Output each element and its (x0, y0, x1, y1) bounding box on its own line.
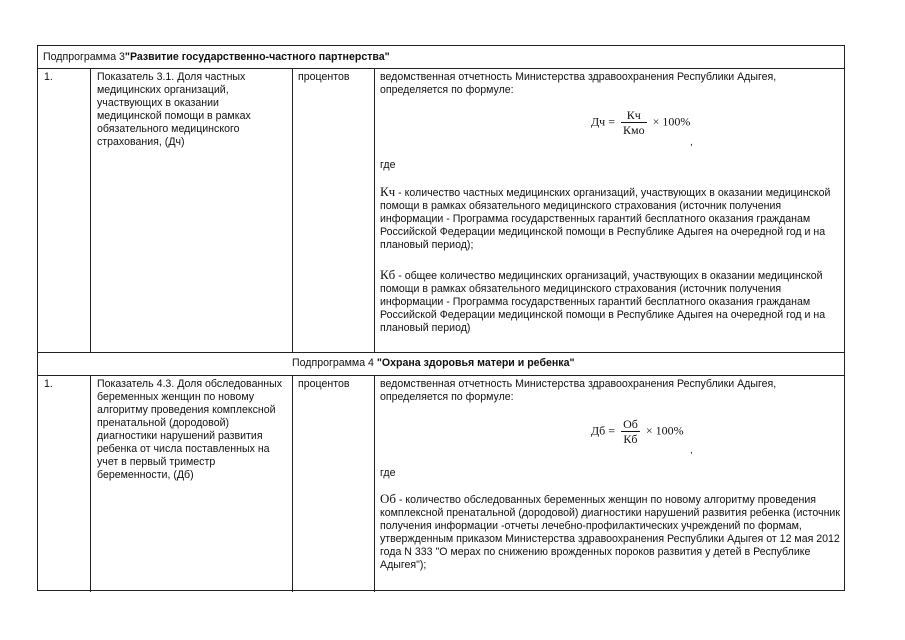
column-divider (90, 68, 91, 352)
definition (380, 492, 842, 572)
formula: Дч = $\frac{Кч}{\text{Кмо}}$ × 100% (591, 108, 691, 137)
formula-numerator: Об (623, 417, 638, 431)
definition-text: - общее количество медицинских организаций, участвующих в оказании медицинской помощи в рамках обязательного медицинского страхования (источник получения информации - Программа государственных гарантий бесплатного оказания гражданам Российской Федерации медицинской помощи в Республике Адыгея на очередной год и на плановый период) (380, 270, 826, 334)
formula-denominator: Кмо (623, 123, 645, 137)
row-divider (38, 375, 844, 376)
row-divider (38, 68, 844, 69)
definition-symbol: Об (380, 491, 397, 506)
formula-fraction (621, 417, 640, 446)
section-title: "Охрана здоровья матери и ребенка" (376, 357, 575, 369)
definition-symbol: Кб (380, 267, 396, 282)
formula-fraction (621, 108, 647, 137)
definition (380, 268, 842, 335)
section-prefix: Подпрограмма 3 (43, 51, 125, 63)
section-header-3 (43, 51, 390, 64)
column-divider (292, 375, 293, 592)
column-divider (90, 375, 91, 592)
comma: , (690, 445, 693, 456)
section-header-4 (292, 357, 575, 370)
formula-lhs: Дб (591, 423, 606, 438)
comma: , (690, 137, 693, 148)
formula-denominator: Кб (623, 432, 638, 446)
row-number: 1. (44, 378, 53, 390)
method-intro: ведомственная отчетность Министерства здравоохранения Республики Адыгея, определяется по формуле: (380, 71, 777, 96)
row-number: 1. (44, 71, 53, 83)
unit: процентов (298, 71, 350, 83)
formula-lhs: Дч (591, 114, 606, 129)
indicator-name: Показатель 4.3. Доля обследованных беременных женщин по новому алгоритму проведения комплексной пренатальной (дородовой) диагностики нарушений развития ребенка от числа поставленных на учет в первый триместр беременности, (Дб) (97, 378, 283, 481)
formula-multiplier: × 100% (645, 423, 684, 438)
row-divider (38, 352, 844, 353)
method-intro: ведомственная отчетность Министерства здравоохранения Республики Адыгея, определяется по формуле: (380, 378, 777, 403)
section-title: "Развитие государственно-частного партнерства" (124, 51, 390, 63)
section-prefix: Подпрограмма 4 (292, 357, 377, 369)
unit: процентов (298, 378, 350, 390)
indicators-table (37, 45, 845, 591)
formula-numerator: Кч (621, 108, 647, 123)
indicator-name: Показатель 3.1. Доля частных медицинских организаций, участвующих в оказании медицинской помощи в рамках обязательного медицинского страхования, (Дч) (97, 71, 251, 148)
definition (380, 185, 842, 252)
where-label: где (380, 467, 396, 479)
formula-multiplier: × 100% (652, 114, 691, 129)
column-divider (292, 68, 293, 352)
column-divider (374, 375, 375, 592)
column-divider (374, 68, 375, 352)
definition-text: - количество частных медицинских организаций, участвующих в оказании медицинской помощи в рамках обязательного медицинского страхования (источник получения информации - Программа государственных гарантий бесплатного оказания гражданам Российской Федерации медицинской помощи в Республике Адыгея на очередной год и на плановый период); (380, 187, 831, 251)
where-label: где (380, 159, 396, 171)
definition-text: - количество обследованных беременных женщин по новому алгоритму проведения комплексной пренатальной (дородовой) диагностики нарушений развития ребенка (источник получения информации -отчеты лечебно-профилактических учреждений по формам, утвержденным приказом Министерства здравоохранения Республики Адыгея от 12 мая 2012 года N 333 "О мерах по снижению врожденных пороков развития у детей в Республике Адыгея"); (380, 494, 840, 571)
definition-symbol: Кч (380, 184, 396, 199)
formula: Дб = $\frac{Об}{Кб}$ × 100% (591, 417, 684, 446)
